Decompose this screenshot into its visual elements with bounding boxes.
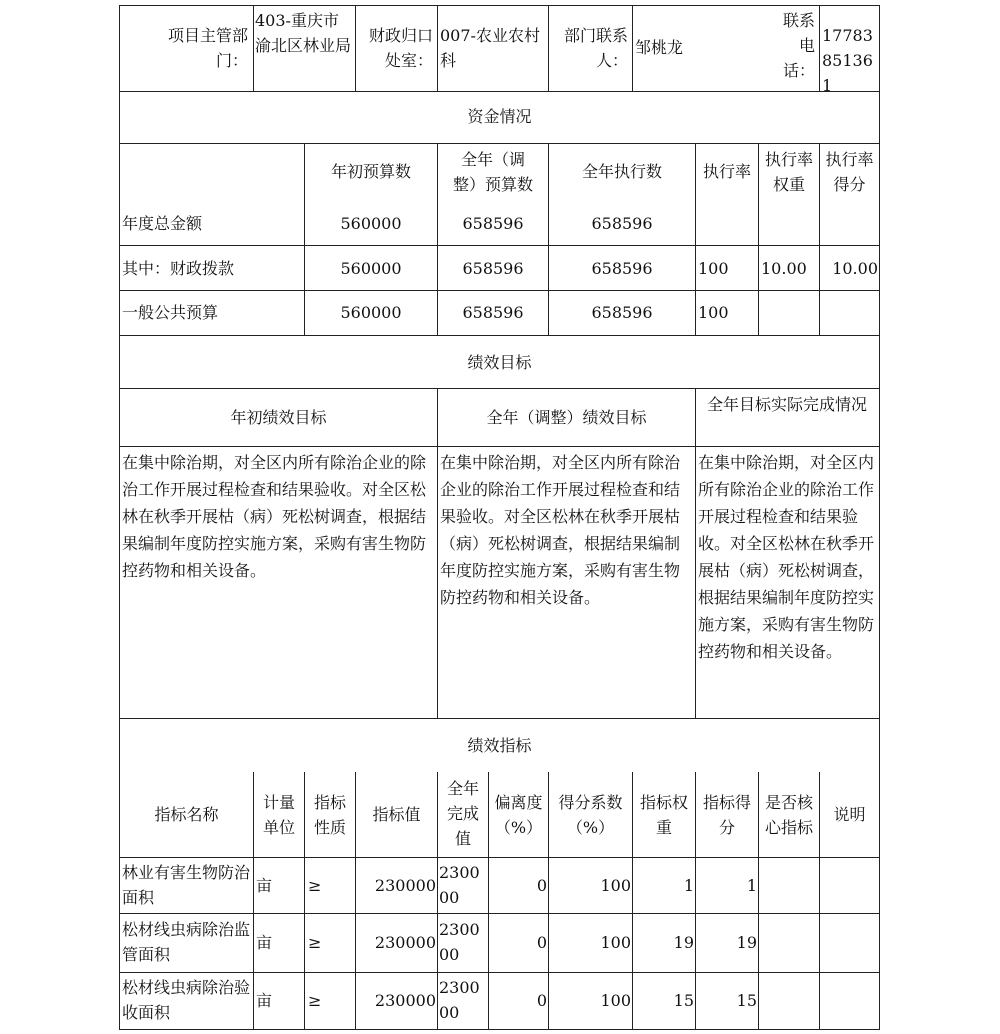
dept-value: 403-重庆市渝北区林业局 bbox=[255, 11, 352, 55]
funds-row-rate: 100 bbox=[698, 259, 729, 278]
funds-row-executed: 658596 bbox=[591, 214, 653, 233]
goals-col-actual: 全年目标实际完成情况 bbox=[706, 395, 867, 414]
grid-line bbox=[304, 772, 305, 1029]
funds-col-executed: 全年执行数 bbox=[581, 162, 662, 181]
phone-label: 联系电话： bbox=[782, 11, 815, 80]
funds-row-weight: 10.00 bbox=[761, 259, 807, 278]
ind-col-nature: 指标性质 bbox=[313, 793, 346, 837]
ind-col-unit: 计量单位 bbox=[262, 793, 295, 837]
grid-line bbox=[119, 972, 880, 973]
ind-row-weight: 15 bbox=[673, 991, 694, 1010]
ind-row-unit: 亩 bbox=[256, 933, 273, 952]
grid-line bbox=[548, 5, 549, 91]
indicators-section-title: 绩效指标 bbox=[467, 736, 532, 755]
funds-row-initial: 560000 bbox=[340, 303, 402, 322]
grid-line bbox=[119, 91, 880, 92]
ind-row-value: 230000 bbox=[374, 991, 436, 1010]
funds-col-initial: 年初预算数 bbox=[330, 162, 411, 181]
goals-section-title: 绩效目标 bbox=[467, 353, 532, 372]
grid-line bbox=[632, 5, 633, 91]
ind-row-dev: 0 bbox=[536, 876, 547, 895]
grid-line bbox=[119, 1029, 880, 1030]
funds-row-label: 一般公共预算 bbox=[122, 303, 219, 322]
funds-row-executed: 658596 bbox=[591, 259, 653, 278]
grid-line bbox=[119, 245, 880, 246]
ind-row-coef: 100 bbox=[600, 876, 631, 895]
ind-row-done: 230000 bbox=[439, 920, 480, 964]
grid-line bbox=[253, 772, 254, 1029]
grid-line bbox=[119, 388, 880, 389]
funds-row-score: 10.00 bbox=[832, 259, 878, 278]
ind-row-name: 松材线虫病除治验收面积 bbox=[122, 978, 251, 1022]
goals-text-actual: 在集中除治期，对全区内所有除治企业的除治工作开展过程检查和结果验收。对全区松林在秋季开展枯（病）死松树调查，根据结果编制年度防控实施方案，采购有害生物防控药物和相关设备。 bbox=[698, 453, 875, 661]
ind-row-done: 230000 bbox=[439, 863, 480, 907]
ind-col-score: 指标得分 bbox=[702, 793, 751, 837]
funds-row-label: 年度总金额 bbox=[122, 214, 203, 233]
ind-row-done: 230000 bbox=[439, 978, 480, 1022]
ind-col-note: 说明 bbox=[833, 805, 866, 824]
ind-row-nature: ≥ bbox=[308, 933, 322, 952]
ind-row-name: 松材线虫病除治监管面积 bbox=[122, 920, 251, 964]
grid-line bbox=[879, 5, 880, 1030]
ind-row-weight: 1 bbox=[683, 876, 694, 895]
funds-col-weight: 执行率权重 bbox=[764, 150, 813, 194]
goals-col-adjusted: 全年（调整）绩效目标 bbox=[486, 408, 647, 427]
ind-col-weight: 指标权重 bbox=[639, 793, 688, 837]
grid-line bbox=[119, 335, 880, 336]
ind-row-dev: 0 bbox=[536, 991, 547, 1010]
grid-line bbox=[119, 290, 880, 291]
contact-value: 邹桃龙 bbox=[635, 38, 684, 57]
funds-col-score: 执行率得分 bbox=[825, 150, 874, 194]
grid-line bbox=[437, 5, 438, 91]
goals-text-adjusted: 在集中除治期，对全区内所有除治企业的除治工作开展过程检查和结果验收。对全区松林在秋季开展枯（病）死松树调查，根据结果编制年度防控实施方案，采购有害生物防控药物和相关设备。 bbox=[440, 453, 681, 607]
ind-row-nature: ≥ bbox=[308, 991, 322, 1010]
funds-row-adjusted: 658596 bbox=[462, 259, 524, 278]
grid-line bbox=[119, 446, 880, 447]
ind-row-dev: 0 bbox=[536, 933, 547, 952]
ind-row-score: 15 bbox=[736, 991, 757, 1010]
funds-row-adjusted: 658596 bbox=[462, 214, 524, 233]
grid-line bbox=[119, 857, 880, 858]
phone-value: 17783851361 bbox=[822, 26, 873, 95]
funds-col-rate: 执行率 bbox=[702, 162, 751, 181]
grid-line bbox=[695, 388, 696, 718]
contact-label: 部门联系人： bbox=[563, 26, 628, 70]
grid-line bbox=[819, 5, 820, 91]
ind-row-score: 19 bbox=[736, 933, 757, 952]
ind-col-core: 是否核心指标 bbox=[764, 793, 813, 837]
grid-line bbox=[119, 718, 880, 719]
office-label: 财政归口处室： bbox=[368, 26, 433, 70]
grid-line bbox=[119, 5, 880, 6]
office-value: 007-农业农村科 bbox=[440, 26, 540, 70]
ind-col-value: 指标值 bbox=[372, 805, 421, 824]
funds-row-adjusted: 658596 bbox=[462, 303, 524, 322]
ind-col-name: 指标名称 bbox=[154, 805, 219, 824]
ind-col-dev: 偏离度（%） bbox=[494, 793, 543, 837]
ind-row-unit: 亩 bbox=[256, 876, 273, 895]
ind-row-coef: 100 bbox=[600, 991, 631, 1010]
grid-line bbox=[253, 5, 254, 91]
funds-row-rate: 100 bbox=[698, 303, 729, 322]
ind-row-score: 1 bbox=[746, 876, 757, 895]
funds-row-label: 其中：财政拨款 bbox=[122, 259, 235, 278]
ind-row-unit: 亩 bbox=[256, 991, 273, 1010]
ind-row-name: 林业有害生物防治面积 bbox=[122, 863, 251, 907]
funds-section-title: 资金情况 bbox=[467, 107, 532, 126]
grid-line bbox=[355, 5, 356, 91]
grid-line bbox=[119, 913, 880, 914]
grid-line bbox=[437, 772, 438, 1029]
ind-col-done: 全年完成值 bbox=[447, 779, 480, 848]
goals-text-initial: 在集中除治期，对全区内所有除治企业的除治工作开展过程检查和结果验收。对全区松林在秋季开展枯（病）死松树调查，根据结果编制年度防控实施方案，采购有害生物防控药物和相关设备。 bbox=[122, 453, 427, 580]
grid-line bbox=[758, 772, 759, 1029]
ind-row-weight: 19 bbox=[673, 933, 694, 952]
funds-row-initial: 560000 bbox=[340, 214, 402, 233]
ind-row-coef: 100 bbox=[600, 933, 631, 952]
ind-row-value: 230000 bbox=[374, 876, 436, 895]
funds-row-initial: 560000 bbox=[340, 259, 402, 278]
goals-col-initial: 年初绩效目标 bbox=[230, 408, 327, 427]
grid-line bbox=[119, 143, 880, 144]
grid-line bbox=[119, 5, 120, 1030]
ind-row-nature: ≥ bbox=[308, 876, 322, 895]
ind-row-value: 230000 bbox=[374, 933, 436, 952]
dept-label: 项目主管部门： bbox=[167, 26, 248, 70]
funds-col-adjusted: 全年（调整）预算数 bbox=[452, 150, 533, 194]
ind-col-coef: 得分系数（%） bbox=[558, 793, 623, 837]
funds-row-executed: 658596 bbox=[591, 303, 653, 322]
